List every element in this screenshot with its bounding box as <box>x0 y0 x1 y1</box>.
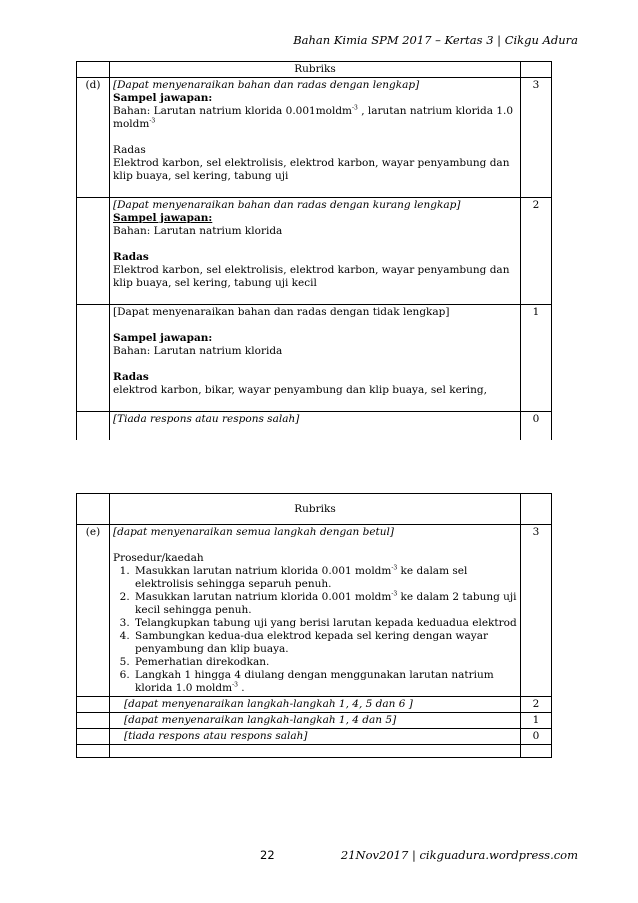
sample-title: Sampel jawapan: <box>113 332 213 344</box>
criterion-cell <box>110 198 521 305</box>
score-cell: 0 <box>521 729 552 745</box>
list-item: 5. Pemerhatian direkodkan. <box>133 656 517 669</box>
empty-cell <box>77 412 110 441</box>
table-row <box>77 78 552 198</box>
criterion-text: [Tiada respons atau respons salah] <box>113 413 300 425</box>
criterion-text: [Dapat menyenaraikan bahan dan radas dengan tidak lengkap] <box>113 306 450 318</box>
criterion-text: [dapat menyenaraikan langkah-langkah 1, 4 dan 5] <box>110 713 521 729</box>
criterion-text: [dapat menyenaraikan semua langkah dengan betul] <box>113 526 394 538</box>
criterion-cell <box>110 78 521 198</box>
procedure-steps <box>113 565 517 695</box>
criterion-text: [tiada respons atau respons salah] <box>110 729 521 745</box>
table-row <box>77 305 552 412</box>
sample-title: Sampel jawapan: <box>113 212 213 224</box>
page-number: 22 <box>260 848 275 862</box>
score-cell: 0 <box>521 412 552 441</box>
empty-cell <box>77 729 110 745</box>
table-row <box>77 697 552 713</box>
table-heading: Rubriks <box>110 62 521 78</box>
list-item: 1. Masukkan larutan natrium klorida 0.001 moldm$^{-3}$ ke dalam sel elektrolisis sehingga separuh penuh. <box>133 565 517 591</box>
empty-cell <box>77 713 110 729</box>
table-heading: Rubriks <box>110 494 521 525</box>
bahan-text: Bahan: Larutan natrium klorida <box>113 225 283 237</box>
score-cell: 2 <box>521 697 552 713</box>
empty-cell <box>77 305 110 412</box>
empty-cell <box>77 697 110 713</box>
score-cell: 1 <box>521 305 552 412</box>
empty-cell <box>110 745 521 758</box>
radas-title: Radas <box>113 371 149 383</box>
empty-cell <box>521 494 552 525</box>
table-row <box>77 713 552 729</box>
table-row <box>77 198 552 305</box>
list-item: 2. Masukkan larutan natrium klorida 0.001 moldm$^{-3}$ ke dalam 2 tabung uji kecil sehingga penuh. <box>133 591 517 617</box>
list-item: 4. Sambungkan kedua-dua elektrod kepada sel kering dengan wayar penyambung dan klip buaya. <box>133 630 517 656</box>
bahan-text: Bahan: Larutan natrium klorida 0.001moldm$^{-3}$ , larutan natrium klorida 1.0 moldm$^{-3}$ <box>113 104 514 130</box>
rubric-table-d <box>76 61 552 440</box>
criterion-cell <box>110 305 521 412</box>
table-row <box>77 729 552 745</box>
table-row <box>77 745 552 758</box>
criterion-text: [dapat menyenaraikan langkah-langkah 1, 4, 5 dan 6 ] <box>110 697 521 713</box>
empty-cell <box>77 198 110 305</box>
score-cell: 2 <box>521 198 552 305</box>
table-row <box>77 412 552 441</box>
score-cell: 3 <box>521 78 552 198</box>
list-item: 6. Langkah 1 hingga 4 diulang dengan menggunakan larutan natrium klorida 1.0 moldm$^{-3}$ . <box>133 669 517 695</box>
radas-text: Elektrod karbon, sel elektrolisis, elektrod karbon, wayar penyambung dan klip buaya, sel kering, tabung uji kecil <box>113 264 510 289</box>
question-label: (d) <box>77 78 110 198</box>
empty-cell <box>77 745 110 758</box>
score-cell: 3 <box>521 525 552 697</box>
criterion-text: [Dapat menyenaraikan bahan dan radas dengan kurang lengkap] <box>113 199 461 211</box>
page-header: Bahan Kimia SPM 2017 – Kertas 3 | Cikgu Adura <box>293 33 578 47</box>
list-item: 3. Telangkupkan tabung uji yang berisi larutan kepada keduadua elektrod <box>133 617 517 630</box>
procedure-title: Prosedur/kaedah <box>113 552 204 564</box>
criterion-cell <box>110 412 521 441</box>
empty-cell <box>521 745 552 758</box>
score-cell: 1 <box>521 713 552 729</box>
sample-title: Sampel jawapan: <box>113 92 213 104</box>
empty-cell <box>77 62 110 78</box>
criterion-cell <box>110 525 521 697</box>
criterion-text: [Dapat menyenaraikan bahan dan radas dengan lengkap] <box>113 79 420 91</box>
table-row <box>77 525 552 697</box>
empty-cell <box>77 494 110 525</box>
empty-cell <box>521 62 552 78</box>
radas-text: Elektrod karbon, sel elektrolisis, elektrod karbon, wayar penyambung dan klip buaya, sel kering, tabung uji <box>113 157 510 182</box>
bahan-text: Bahan: Larutan natrium klorida <box>113 345 283 357</box>
radas-title: Radas <box>113 144 146 156</box>
radas-title: Radas <box>113 251 149 263</box>
footer-text: 21Nov2017 | cikguadura.wordpress.com <box>340 848 578 862</box>
rubric-table-e <box>76 493 552 758</box>
radas-text: elektrod karbon, bikar, wayar penyambung dan klip buaya, sel kering, <box>113 384 487 396</box>
question-label: (e) <box>77 525 110 697</box>
